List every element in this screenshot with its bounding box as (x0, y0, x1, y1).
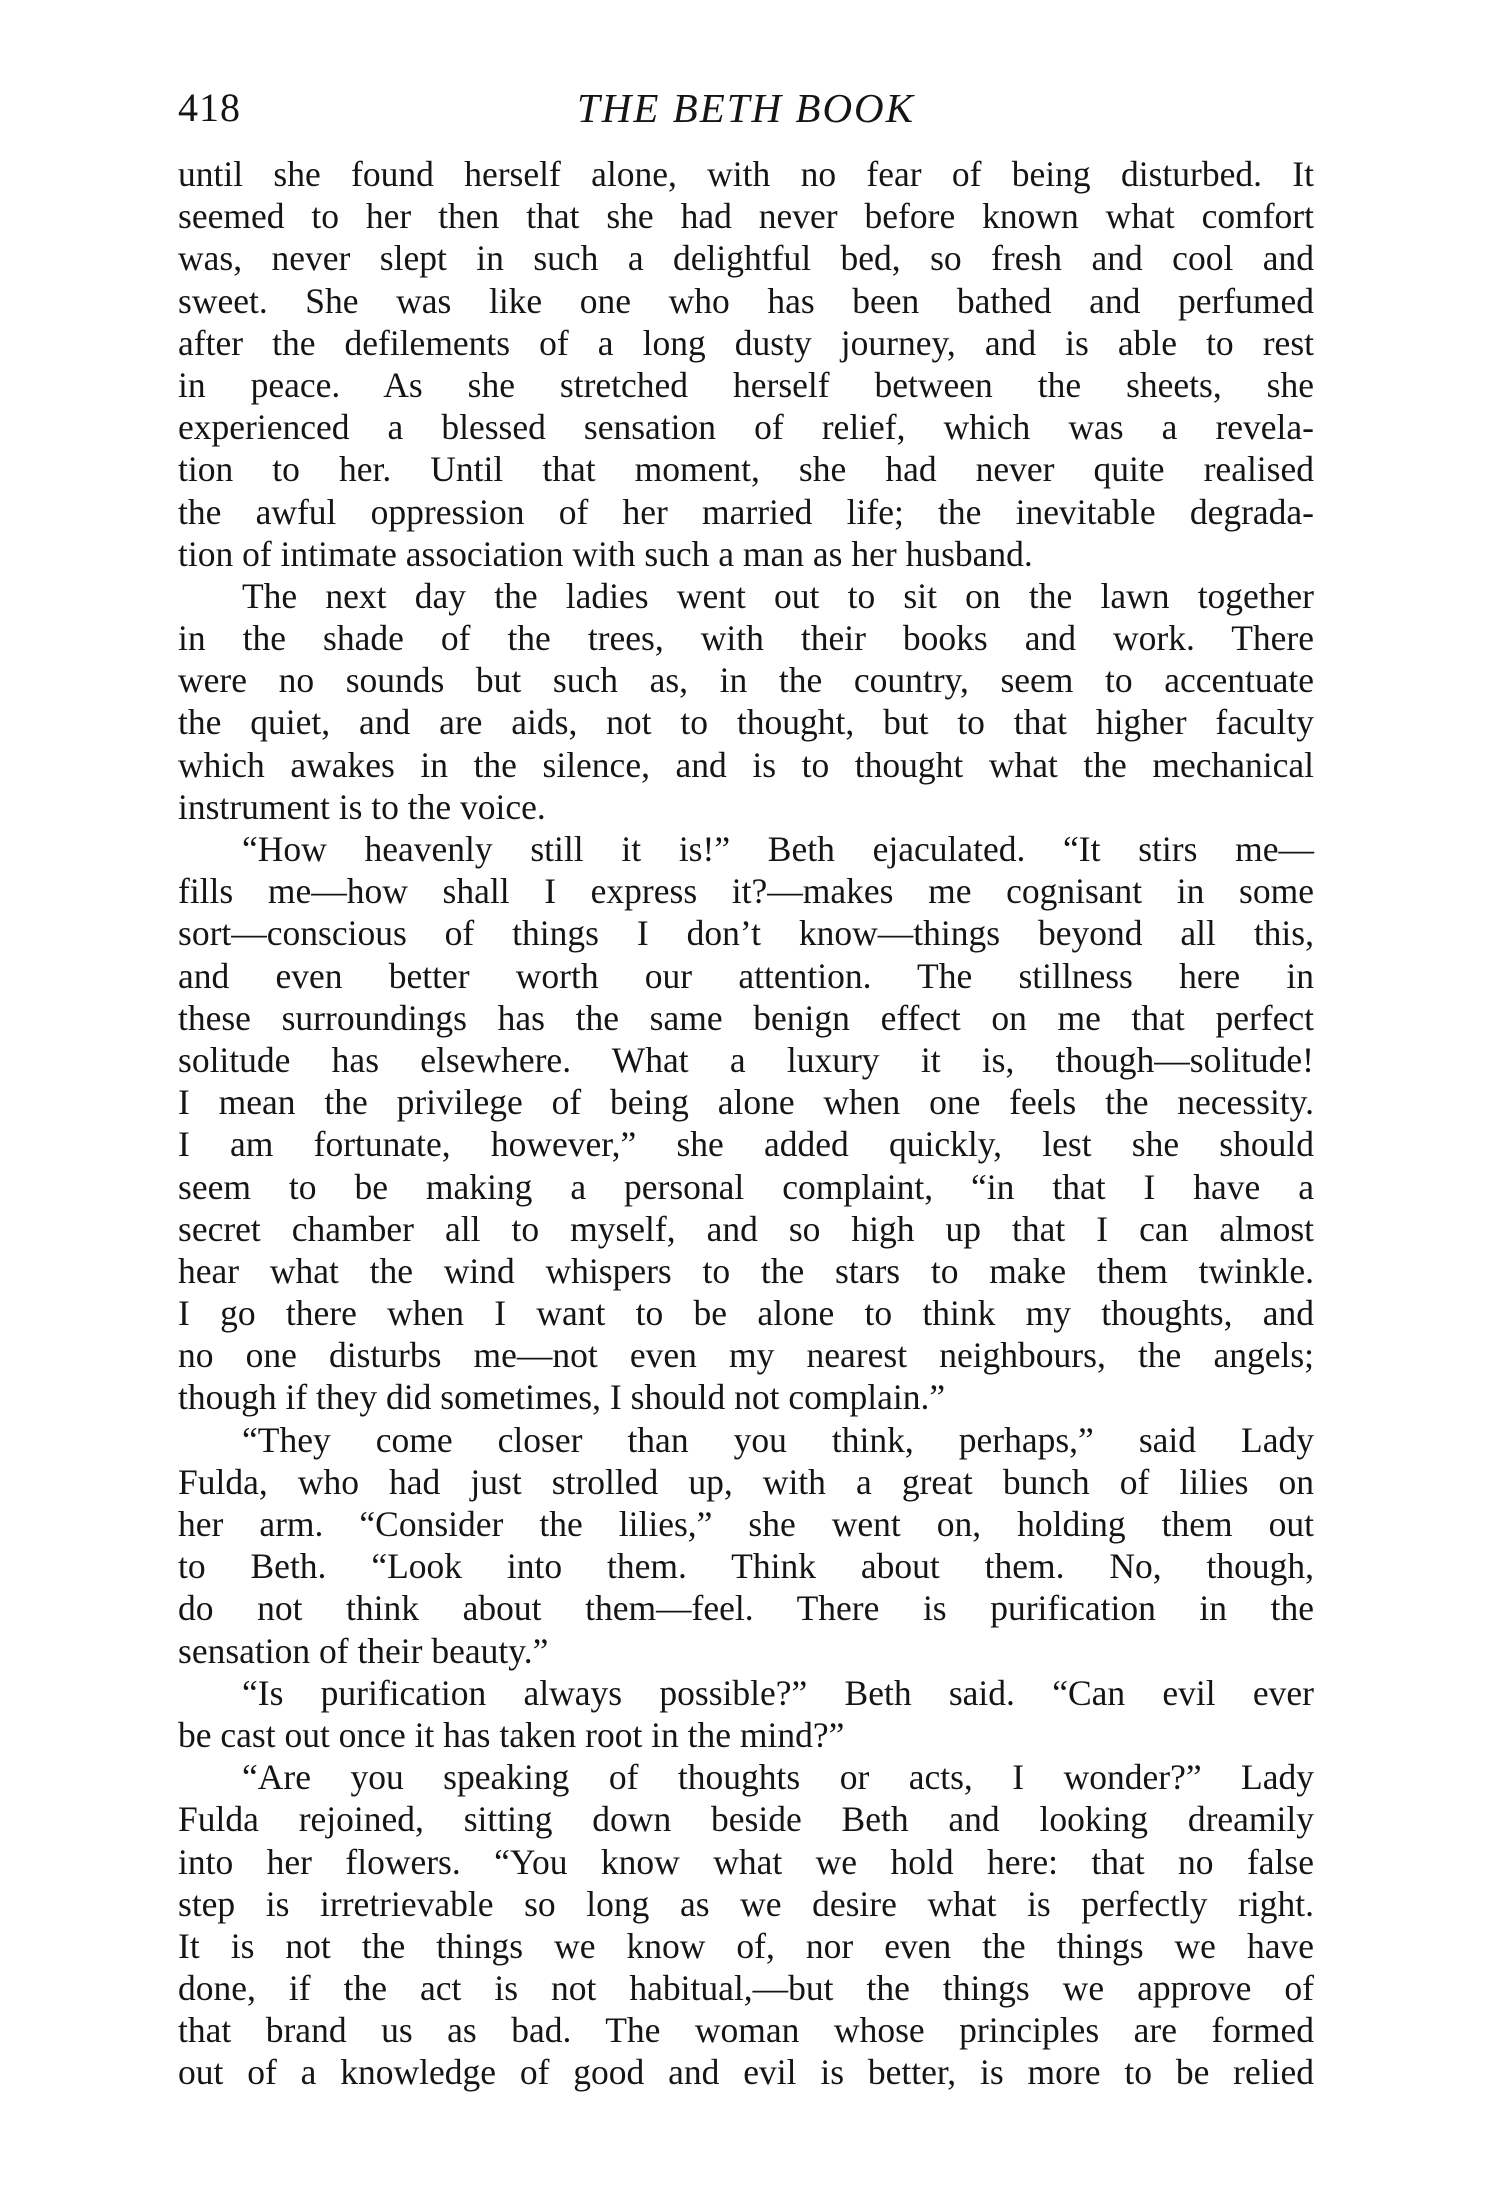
text-line: to Beth. “Look into them. Think about them. No, though, (178, 1546, 1314, 1587)
text-line: was, never slept in such a delightful bed, so fresh and cool and (178, 238, 1314, 279)
text-line: done, if the act is not habitual,—but the things we approve of (178, 1968, 1314, 2009)
text-line: I go there when I want to be alone to think my thoughts, and (178, 1293, 1314, 1334)
body-text (178, 153, 1314, 2094)
page-number: 418 (178, 85, 241, 130)
text-line: do not think about them—feel. There is purification in the (178, 1588, 1314, 1629)
text-line: that brand us as bad. The woman whose principles are formed (178, 2010, 1314, 2051)
text-line: hear what the wind whispers to the stars to make them twinkle. (178, 1250, 1314, 1291)
text-line: tion of intimate association with such a man as her husband. (178, 533, 1033, 574)
text-line: and even better worth our attention. The stillness here in (178, 955, 1314, 996)
text-line: “Is purification always possible?” Beth said. “Can evil ever (242, 1672, 1314, 1713)
text-line: experienced a blessed sensation of relief, which was a revela- (178, 407, 1314, 448)
text-line: though if they did sometimes, I should not complain.” (178, 1377, 946, 1418)
text-line: step is irretrievable so long as we desire what is perfectly right. (178, 1883, 1314, 1924)
text-line: in the shade of the trees, with their books and work. There (178, 618, 1314, 659)
text-line: The next day the ladies went out to sit on the lawn together (242, 575, 1314, 616)
text-line: “They come closer than you think, perhaps,” said Lady (242, 1419, 1314, 1460)
text-line: secret chamber all to myself, and so high up that I can almost (178, 1208, 1314, 1249)
text-line: were no sounds but such as, in the country, seem to accentuate (178, 660, 1314, 701)
text-line: the quiet, and are aids, not to thought, but to that higher faculty (178, 702, 1314, 743)
text-line: sort—conscious of things I don’t know—things beyond all this, (178, 913, 1314, 954)
text-line: no one disturbs me—not even my nearest neighbours, the angels; (178, 1335, 1314, 1376)
text-line: Fulda rejoined, sitting down beside Beth and looking dreamily (178, 1799, 1314, 1840)
text-line: into her flowers. “You know what we hold here: that no false (178, 1841, 1314, 1882)
text-line: seem to be making a personal complaint, “in that I have a (178, 1166, 1314, 1207)
text-line: seemed to her then that she had never before known what comfort (178, 196, 1314, 237)
running-title: THE BETH BOOK (576, 85, 916, 131)
text-line: Fulda, who had just strolled up, with a great bunch of lilies on (178, 1461, 1314, 1502)
text-line: these surroundings has the same benign effect on me that perfect (178, 997, 1314, 1038)
text-line: out of a knowledge of good and evil is better, is more to be relied (178, 2052, 1314, 2093)
text-line: “Are you speaking of thoughts or acts, I wonder?” Lady (242, 1757, 1314, 1798)
text-line: instrument is to the voice. (178, 786, 546, 827)
text-line: “How heavenly still it is!” Beth ejaculated. “It stirs me— (242, 829, 1314, 869)
running-head (178, 78, 1314, 138)
text-line: the awful oppression of her married life; the inevitable degrada- (178, 491, 1314, 532)
text-line: I am fortunate, however,” she added quickly, lest she should (178, 1124, 1314, 1165)
text-line: which awakes in the silence, and is to thought what the mechanical (178, 744, 1314, 785)
text-line: fills me—how shall I express it?—makes me cognisant in some (178, 871, 1314, 912)
text-line: her arm. “Consider the lilies,” she went on, holding them out (178, 1504, 1314, 1544)
text-line: solitude has elsewhere. What a luxury it is, though—solitude! (178, 1039, 1314, 1080)
text-line: sensation of their beauty.” (178, 1630, 549, 1671)
text-line: until she found herself alone, with no fear of being disturbed. It (178, 154, 1314, 194)
text-line: in peace. As she stretched herself between the sheets, she (178, 364, 1314, 405)
text-line: tion to her. Until that moment, she had never quite realised (178, 449, 1314, 490)
text-line: after the defilements of a long dusty journey, and is able to rest (178, 322, 1314, 363)
text-line: I mean the privilege of being alone when one feels the necessity. (178, 1082, 1314, 1123)
text-line: It is not the things we know of, nor even the things we have (178, 1925, 1314, 1966)
text-line: sweet. She was like one who has been bathed and perfumed (178, 280, 1314, 321)
text-line: be cast out once it has taken root in the mind?” (178, 1714, 845, 1755)
